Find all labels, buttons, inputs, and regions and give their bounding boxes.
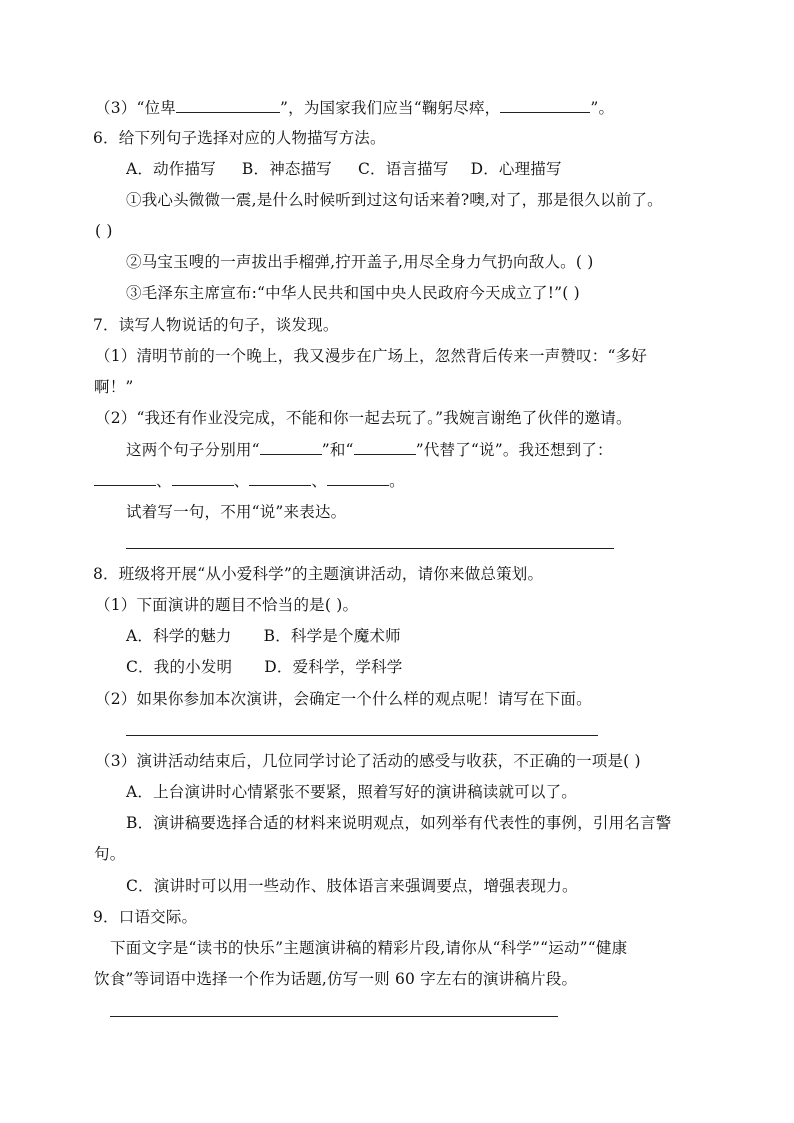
- q7-more-words: 、 、 、 。: [94, 470, 405, 492]
- q9-title: 9．口语交际。: [93, 908, 198, 926]
- q8-answer-line[interactable]: [126, 735, 598, 736]
- q8-sub-3-option-b: B．演讲稿要选择合适的材料来说明观点，如列举有代表性的事例，引用名言警: [126, 814, 672, 832]
- q8-sub-1-options-row2: C．我的小发明 D．爱科学，学科学: [126, 658, 403, 676]
- q7-para-3: 这两个句子分别用“ ”和“ ”代替了“说”。我还想到了：: [126, 441, 613, 459]
- q8-sub-1-options-row1: A．科学的魅力 B．科学是个魔术师: [126, 627, 401, 645]
- q7-blank-3[interactable]: [94, 471, 156, 486]
- q8-sub-2: （2）如果你参加本次演讲，会确定一个什么样的观点呢！请写在下面。: [95, 690, 592, 708]
- q7-blank-6[interactable]: [327, 471, 389, 486]
- q7-para-2: （2）“我还有作业没完成，不能和你一起去玩了。”我婉言谢绝了伙伴的邀请。: [95, 409, 632, 427]
- q5-blank-2[interactable]: [500, 98, 590, 113]
- q8-sub-3-option-c: C．演讲时可以用一些动作、肢体语言来强调要点，增强表现力。: [126, 877, 578, 895]
- q6-sentence-3: ③毛泽东主席宣布:“中华人民共和国中央人民政府今天成立了!”( ): [126, 284, 580, 302]
- q8-sub-3-option-a: A．上台演讲时心情紧张不要紧，照着写好的演讲稿读就可以了。: [126, 783, 577, 801]
- q6-sentence-1-answer[interactable]: ( ): [95, 222, 113, 240]
- q7-blank-1[interactable]: [260, 440, 322, 455]
- q9-body-2: 饮食”等词语中选择一个作为话题,仿写一则 60 字左右的演讲稿片段。: [94, 970, 578, 988]
- q6-sentence-2: ②马宝玉嗖的一声拔出手榴弹,拧开盖子,用尽全身力气扔向敌人。( ): [126, 253, 594, 271]
- q5-blank-1[interactable]: [176, 98, 280, 113]
- q7-answer-line[interactable]: [126, 548, 614, 549]
- q7-blank-2[interactable]: [354, 440, 416, 455]
- q5-item3: （3）“位卑 ”，为国家我们应当“鞠躬尽瘁， ”。: [95, 99, 615, 117]
- q7-para-1: （1）清明节前的一个晚上，我又漫步在广场上，忽然背后传来一声赞叹：“多好: [95, 347, 647, 365]
- q8-title: 8．班级将开展“从小爱科学”的主题演讲活动，请你来做总策划。: [93, 565, 544, 583]
- q9-body-1: 下面文字是“读书的快乐”主题演讲稿的精彩片段,请你从“科学”“运动”“健康: [110, 939, 628, 957]
- q9-answer-line[interactable]: [110, 1016, 558, 1017]
- q7-blank-4[interactable]: [172, 471, 234, 486]
- q6-sentence-1: ①我心头微微一震,是什么时候听到过这句话来着?噢,对了，那是很久以前了。: [126, 191, 663, 209]
- q8-sub-3-option-b-cont: 句。: [94, 845, 126, 863]
- q8-sub-1: （1）下面演讲的题目不恰当的是( )。: [95, 596, 359, 614]
- q6-title: 6．给下列句子选择对应的人物描写方法。: [93, 129, 386, 147]
- q7-para-4: 试着写一句，不用“说”来表达。: [126, 503, 347, 521]
- q7-para-1-cont: 啊！”: [94, 378, 134, 396]
- q6-options: A．动作描写 B．神态描写 C．语言描写 D．心理描写: [126, 160, 562, 178]
- q7-title: 7．读写人物说话的句子，谈发现。: [93, 316, 339, 334]
- q8-sub-3: （3）演讲活动结束后，几位同学讨论了活动的感受与收获，不正确的一项是( ): [95, 752, 641, 770]
- q7-blank-5[interactable]: [249, 471, 311, 486]
